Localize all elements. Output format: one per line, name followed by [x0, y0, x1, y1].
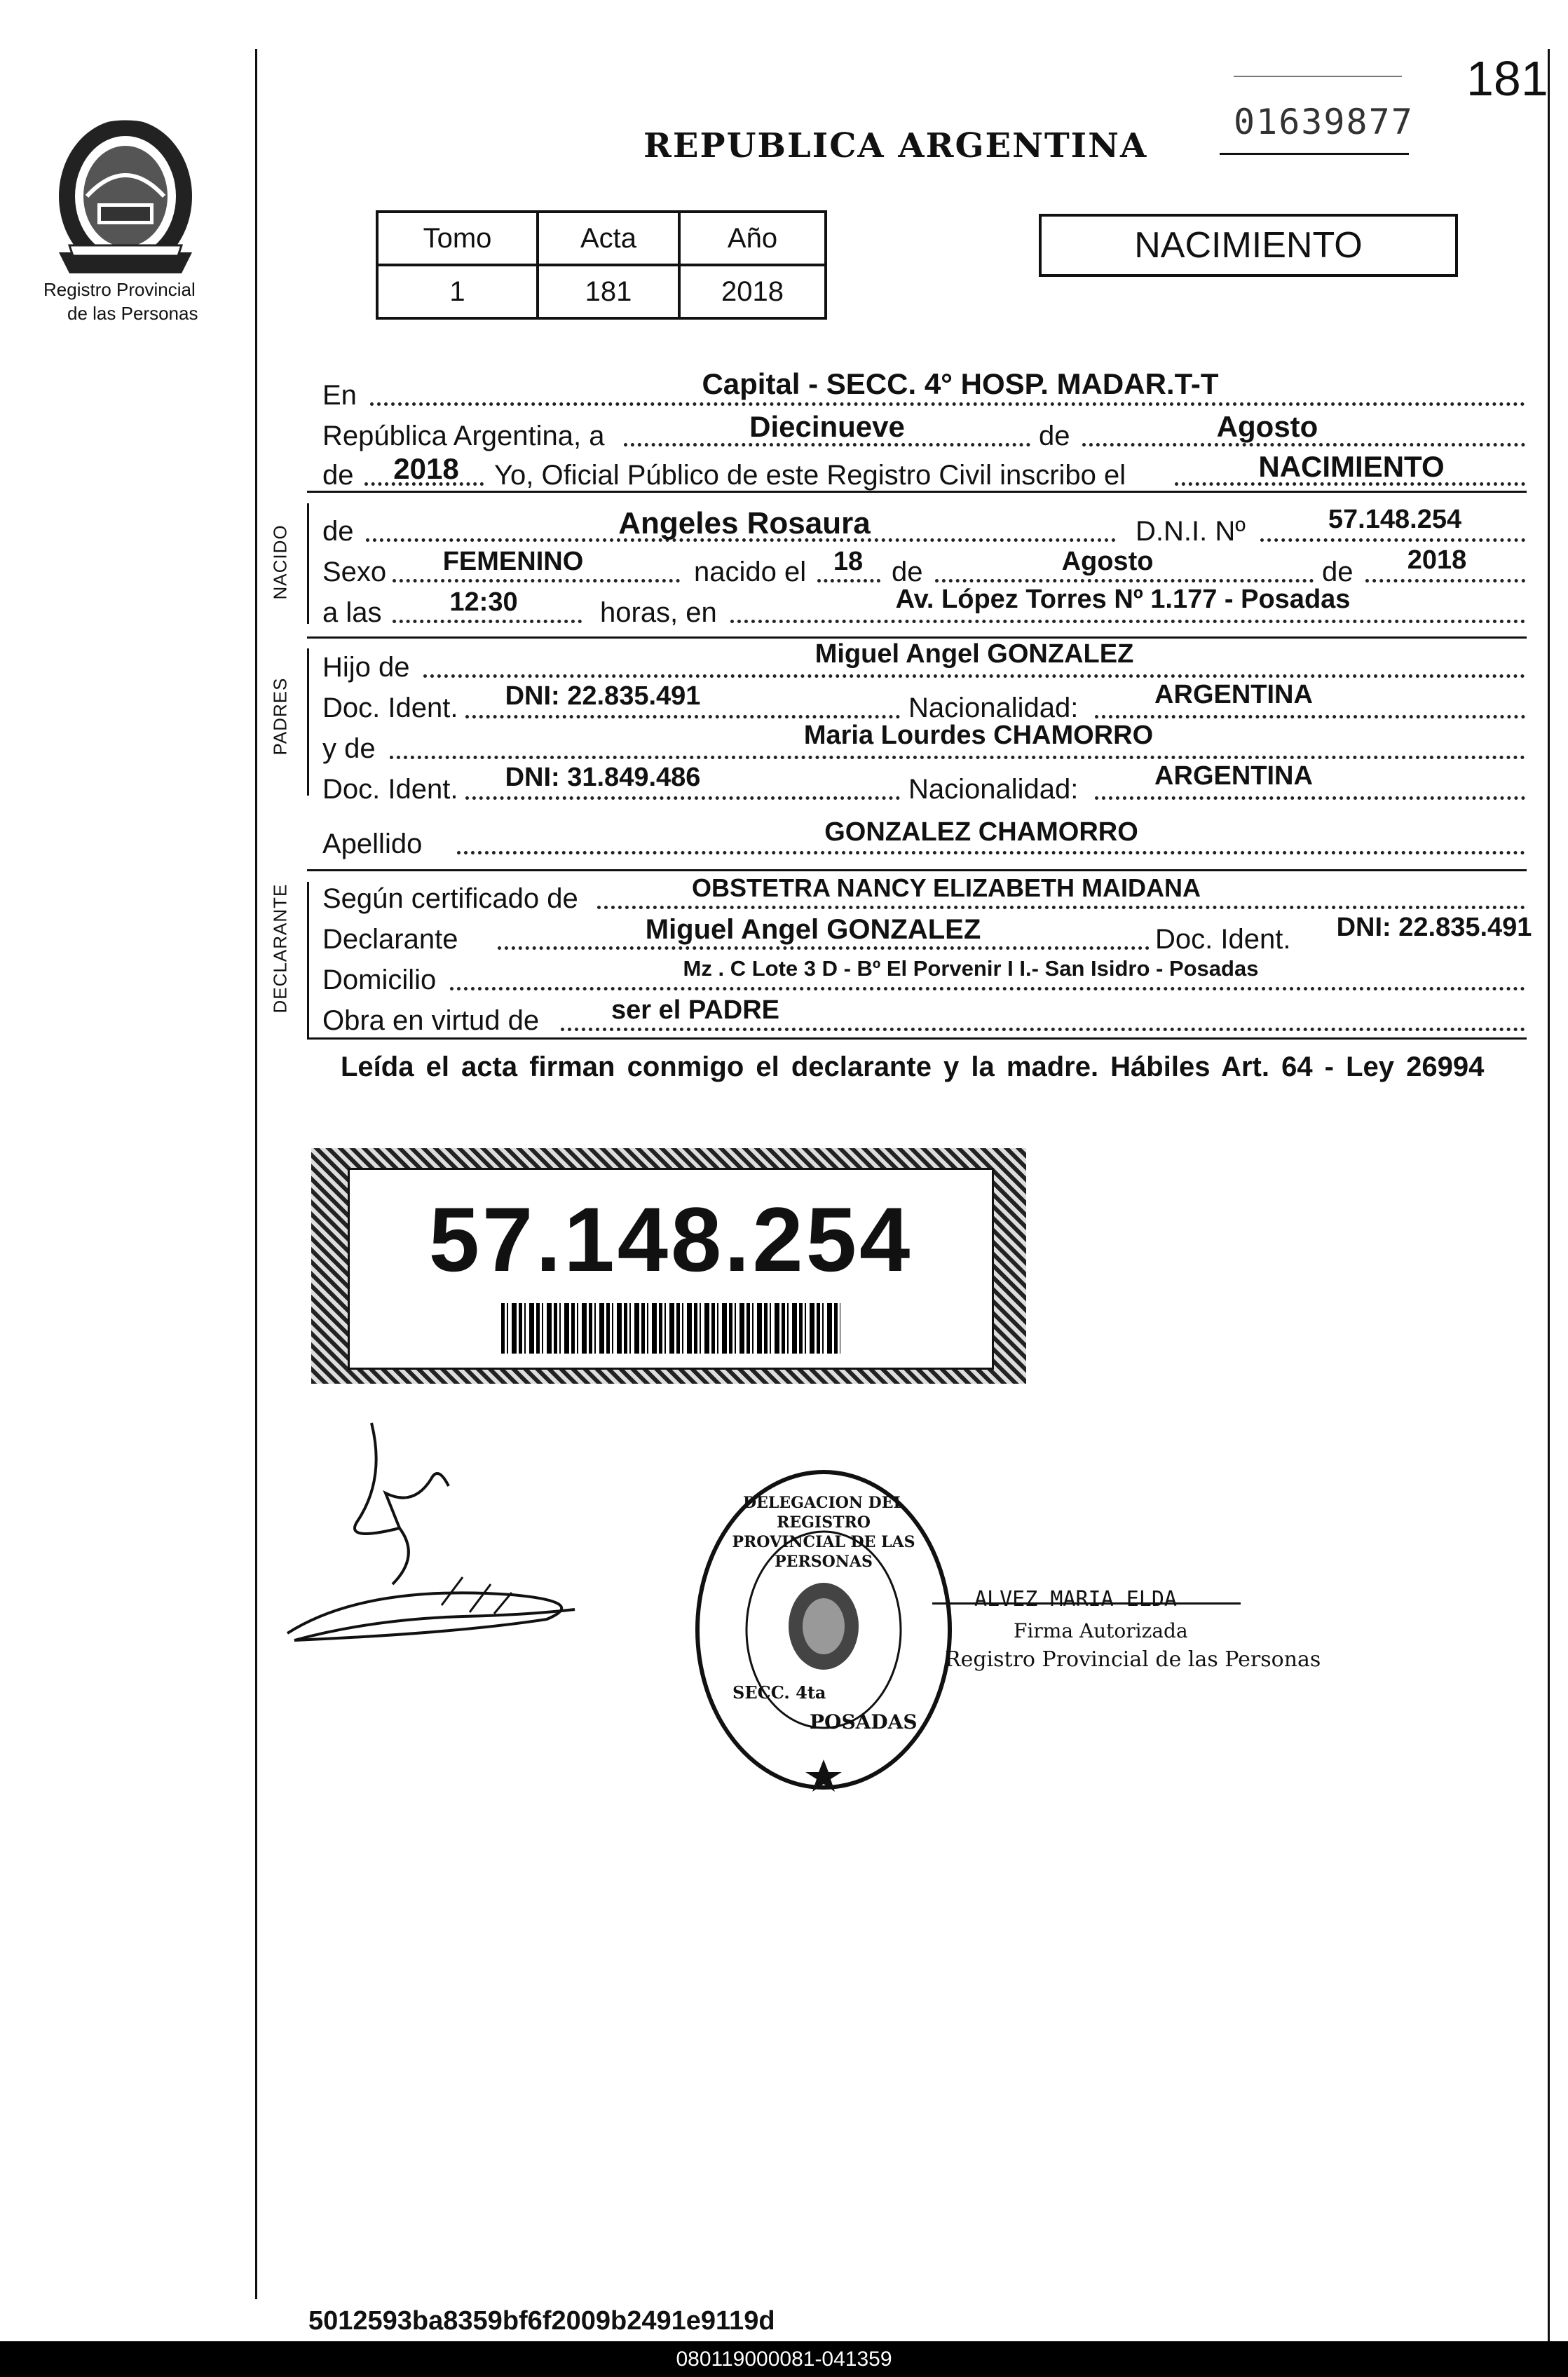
day-value: Diecinueve: [749, 410, 905, 443]
domicilio-label: Domicilio: [322, 965, 437, 995]
declarante-dots: [498, 946, 1150, 950]
year-value: 2018: [393, 452, 459, 485]
declarante-label: Declarante: [322, 924, 458, 955]
nacido-de-label: de: [322, 516, 354, 547]
place-value: Av. López Torres Nº 1.177 - Posadas: [895, 585, 1351, 614]
official-stamp: [690, 1465, 957, 1794]
control-overline: [1234, 76, 1402, 77]
authority-role: Firma Autorizada: [1014, 1619, 1188, 1642]
org-name-line1: Registro Provincial: [43, 279, 196, 300]
acta-header: Acta: [538, 212, 679, 265]
closing-text: Leída el acta firman conmigo el declarante y la madre. Hábiles Art. 64 - Ley 26994: [341, 1051, 1485, 1082]
separator-3: [307, 869, 1527, 871]
oficial-text: Yo, Oficial Público de este Registro Civil inscribo el: [494, 460, 1126, 491]
domicilio-value: Mz . C Lote 3 D - Bº El Porvenir I I.- San Isidro - Posadas: [683, 956, 1259, 981]
nacido-bracket: [307, 503, 309, 624]
father-nat: ARGENTINA: [1154, 680, 1313, 709]
birth-day: 18: [833, 547, 864, 576]
separator-2: [307, 636, 1527, 639]
mother-dots: [390, 756, 1525, 759]
declarante-doc-label: Doc. Ident.: [1155, 924, 1291, 955]
tomo-value: 1: [377, 265, 538, 318]
declarant-signature: [280, 1409, 645, 1661]
control-underline: [1220, 153, 1409, 155]
bottom-bar: [0, 2341, 1568, 2377]
right-margin-line: [1548, 49, 1550, 2341]
de-label-1: de: [1039, 421, 1070, 451]
tomo-header: Tomo: [377, 212, 538, 265]
mother-nat-dots: [1095, 796, 1525, 800]
segun-label: Según certificado de: [322, 883, 578, 914]
stamp-ring-text: DELEGACION DEL REGISTRO PROVINCIAL DE LAS PERSONAS: [732, 1494, 915, 1571]
nacido-de-label-3: de: [1322, 557, 1354, 587]
horas-label: horas, en: [600, 597, 717, 628]
segun-value: OBSTETRA NANCY ELIZABETH MAIDANA: [692, 873, 1201, 902]
sexo-value: FEMENINO: [442, 547, 584, 576]
nacido-side-label: NACIDO: [269, 524, 291, 600]
mother-nac-label: Nacionalidad:: [908, 774, 1079, 805]
dni-dots: [1260, 538, 1525, 542]
sticker-barcode: [501, 1303, 840, 1354]
apellido-dots: [457, 851, 1525, 854]
birth-year: 2018: [1407, 545, 1467, 575]
declarante-bracket: [307, 882, 309, 1037]
en-label: En: [322, 380, 357, 411]
separator-1: [307, 491, 1527, 493]
sticker-number: 57.148.254: [428, 1188, 913, 1290]
father-nac-label: Nacionalidad:: [908, 693, 1079, 723]
tomo-acta-table: [376, 210, 827, 320]
bottom-bar-code: 080119000081-041359: [676, 2348, 892, 2371]
page-title: REPUBLICA ARGENTINA: [643, 126, 1148, 165]
padres-side-label: PADRES: [269, 677, 291, 756]
bday-dots: [817, 579, 880, 583]
apellido-label: Apellido: [322, 829, 423, 859]
acta-value: 181: [538, 265, 679, 318]
father-name: Miguel Angel GONZALEZ: [814, 639, 1134, 669]
place-dots: [730, 620, 1525, 623]
en-value: Capital - SECC. 4° HOSP. MADAR.T-T: [702, 367, 1219, 400]
father-dots: [423, 674, 1525, 678]
document-hash: 5012593ba8359bf6f2009b2491e9119d: [308, 2306, 775, 2336]
dni-sticker: [311, 1148, 1026, 1384]
de-label-2: de: [322, 460, 354, 491]
sexo-label: Sexo: [322, 557, 387, 587]
obra-dots: [561, 1028, 1525, 1031]
nacido-el-label: nacido el: [694, 557, 807, 587]
month-value: Agosto: [1216, 410, 1318, 443]
mother-doc: DNI: 31.849.486: [505, 763, 701, 792]
declarante-doc: DNI: 22.835.491: [1336, 913, 1532, 942]
authority-org: Registro Provincial de las Personas: [945, 1647, 1321, 1672]
byear-dots: [1365, 579, 1525, 583]
authority-name: ALVEZ MARIA ELDA: [974, 1587, 1177, 1612]
child-name: Angeles Rosaura: [618, 506, 871, 540]
doc-type-box: [1039, 214, 1458, 277]
dni-value: 57.148.254: [1328, 505, 1462, 534]
segun-dots: [597, 906, 1525, 909]
separator-4: [307, 1037, 1527, 1040]
en-dots: [370, 402, 1525, 406]
org-name-line2: de las Personas: [67, 303, 198, 324]
doc-type-label: NACIMIENTO: [1134, 225, 1363, 266]
bmonth-dots: [935, 579, 1314, 583]
left-margin-line: [255, 49, 257, 2299]
apellido-value: GONZALEZ CHAMORRO: [824, 817, 1138, 847]
declarante-value: Miguel Angel GONZALEZ: [645, 914, 981, 945]
birth-month: Agosto: [1061, 547, 1154, 576]
father-doc-label: Doc. Ident.: [322, 693, 458, 723]
father-doc-dots: [465, 715, 900, 718]
mother-name: Maria Lourdes CHAMORRO: [803, 721, 1154, 750]
y-de-label: y de: [322, 733, 376, 764]
mother-nat: ARGENTINA: [1154, 761, 1313, 791]
obra-label: Obra en virtud de: [322, 1005, 540, 1036]
anio-header: Año: [679, 212, 826, 265]
stamp-secc-text: SECC. 4ta: [732, 1682, 826, 1703]
hijo-label: Hijo de: [322, 652, 410, 683]
time-value: 12:30: [449, 587, 518, 617]
dni-label: D.N.I. Nº: [1136, 516, 1246, 547]
republica-label: República Argentina, a: [322, 421, 605, 451]
domicilio-dots: [450, 987, 1525, 990]
father-nat-dots: [1095, 715, 1525, 718]
mother-doc-label: Doc. Ident.: [322, 774, 458, 805]
father-doc: DNI: 22.835.491: [505, 681, 701, 711]
province-logo: [45, 112, 206, 287]
a-las-label: a las: [322, 597, 382, 628]
nacido-de-label-2: de: [892, 557, 923, 587]
inscribo-value: NACIMIENTO: [1258, 450, 1445, 483]
obra-value: ser el PADRE: [611, 995, 780, 1025]
declarante-side-label: DECLARANTE: [269, 883, 291, 1014]
sticker-inner: [348, 1168, 994, 1370]
control-number: 01639877: [1234, 102, 1414, 142]
anio-value: 2018: [679, 265, 826, 318]
mother-doc-dots: [465, 796, 900, 800]
page-number: 181: [1466, 51, 1548, 106]
padres-bracket: [307, 648, 309, 796]
sexo-dots: [393, 579, 680, 583]
stamp-city-text: POSADAS: [810, 1710, 918, 1734]
time-dots: [393, 620, 582, 623]
